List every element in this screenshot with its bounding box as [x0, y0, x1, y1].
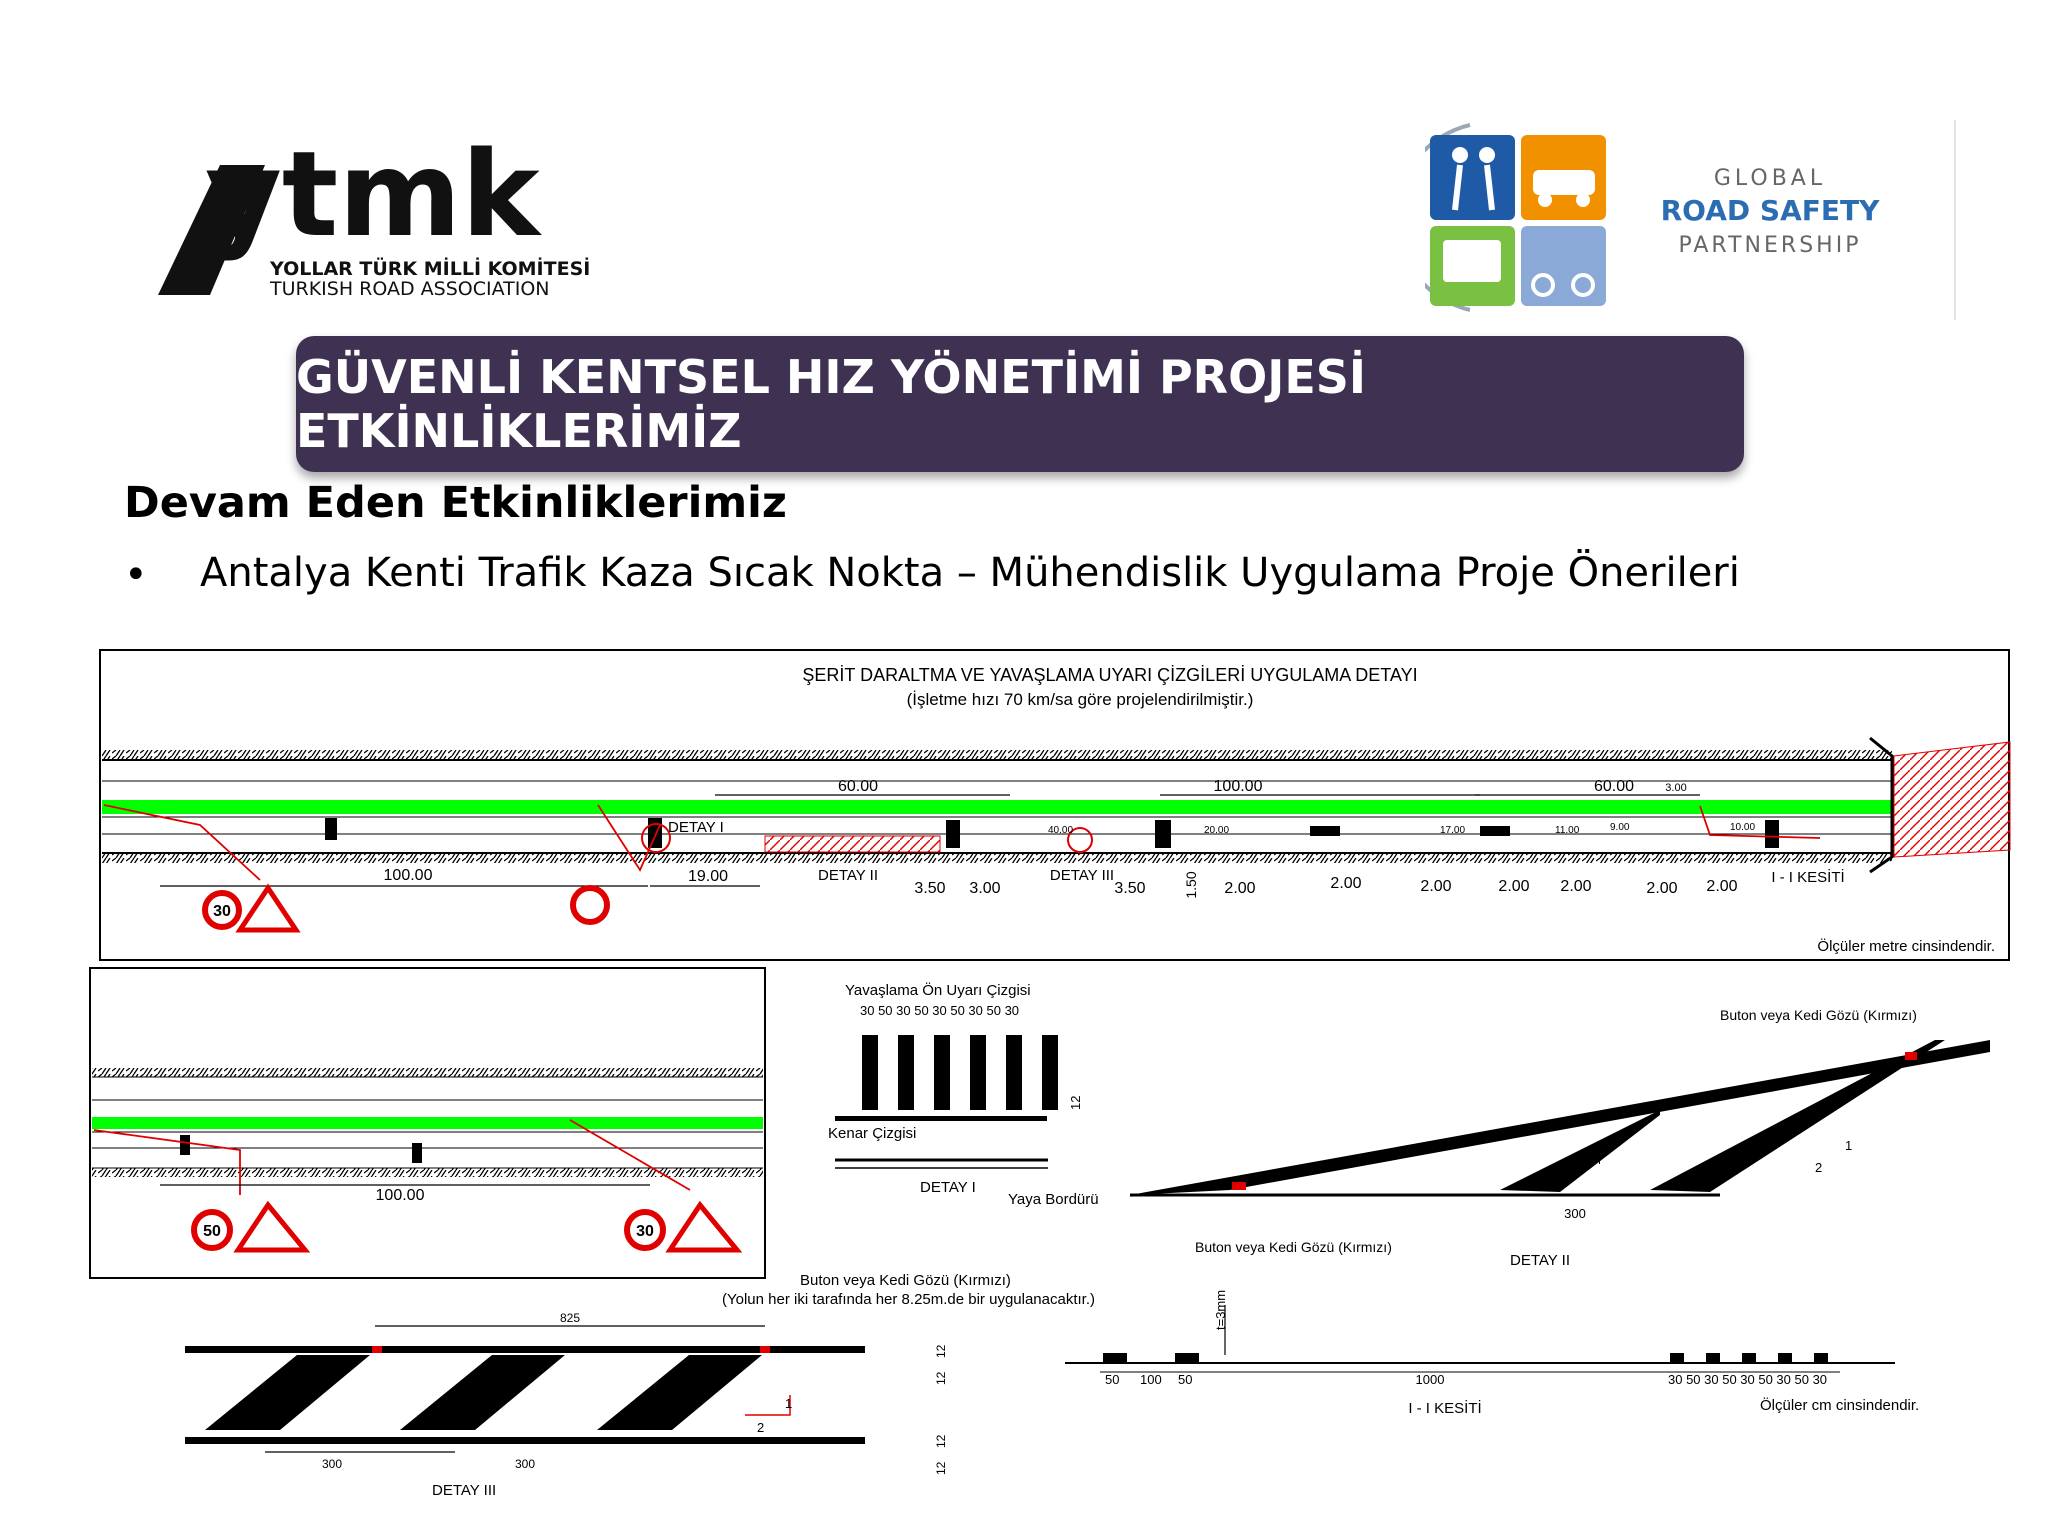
detail3-top-label: Buton veya Kedi Gözü (Kırmızı): [800, 1272, 1011, 1289]
svg-text:12: 12: [934, 1461, 948, 1475]
dim-top-3: 60.00: [1593, 778, 1635, 795]
bullet-text: Antalya Kenti Trafik Kaza Sıcak Nokta – Mühendislik Uygulama Proje Önerileri: [200, 550, 1740, 596]
inner-dim-2: 20.00: [1204, 825, 1230, 836]
narrowing-warning-sign: [240, 888, 296, 930]
detail-3: [185, 1272, 1095, 1499]
small-dim-1: 3.50: [914, 880, 946, 897]
green-lane-marking: [102, 800, 1892, 814]
section-detail: [1065, 1290, 1919, 1417]
detail-label-1: DETAY I: [668, 819, 724, 836]
detail1-dims: 30 50 30 50 30 50 30 50 30: [860, 1003, 1020, 1018]
small-dim-10: 2.00: [1646, 880, 1678, 897]
small-dim-7: 2.00: [1420, 878, 1452, 895]
svg-text:100: 100: [1140, 1372, 1162, 1387]
ytmk-mark: ytmk: [205, 135, 540, 263]
detail-1: [828, 981, 1099, 1208]
speed-sign-30: [205, 893, 239, 927]
dim-top-1: 60.00: [837, 778, 879, 795]
page-title: GÜVENLİ KENTSEL HIZ YÖNETİMİ PROJESİ ETKİNLİKLERİMİZ: [296, 350, 1366, 458]
svg-text:100: 100: [1588, 1143, 1603, 1165]
svg-text:12: 12: [934, 1434, 948, 1448]
detail-label-3: DETAY III: [1049, 867, 1115, 884]
curb-label: Yaya Bordürü: [1008, 1191, 1099, 1208]
edge-line-label: Kenar Çizgisi: [828, 1125, 917, 1142]
svg-text:2: 2: [757, 1420, 765, 1435]
inner-dim-4: 11.00: [1555, 825, 1580, 836]
left-inset-panel: [90, 968, 765, 1278]
inset-speed-sign-30: [627, 1212, 663, 1248]
dim-top-2: 100.00: [1213, 778, 1263, 795]
section-units-note: Ölçüler cm cinsindendir.: [1760, 1397, 1920, 1414]
grsp-line3: PARTNERSHIP: [1678, 233, 1862, 258]
small-dim-3: 3.50: [1114, 880, 1146, 897]
detail-label-4: I - I KESİTİ: [1771, 869, 1845, 886]
detail2-top-label: Buton veya Kedi Gözü (Kırmızı): [1720, 1007, 1917, 1023]
svg-text:12: 12: [1068, 1095, 1083, 1110]
grsp-line2: ROAD SAFETY: [1660, 194, 1880, 227]
closed-lane-hatch: [1894, 742, 2010, 857]
small-dim-4: 1.50: [1183, 871, 1199, 899]
svg-text:1000: 1000: [1415, 1372, 1445, 1387]
inset-speed-sign-50: [194, 1212, 230, 1248]
svg-text:t=3mm: t=3mm: [1213, 1289, 1228, 1330]
svg-text:50: 50: [1178, 1372, 1193, 1387]
main-units-note: Ölçüler metre cinsindendir.: [1817, 938, 1995, 955]
inner-dim-5: 9.00: [1610, 822, 1630, 833]
ytmk-line2: TURKISH ROAD ASSOCIATION: [270, 278, 550, 300]
detail3-label: DETAY III: [432, 1482, 497, 1499]
svg-text:50: 50: [1105, 1372, 1120, 1387]
svg-text:30 50 30 50 30 50 30 50 30: 30 50 30 50 30 50 30 50 30: [1668, 1372, 1828, 1387]
top-curb: [102, 750, 1892, 760]
bottom-curb: [102, 853, 1892, 863]
svg-text:300: 300: [1564, 1206, 1586, 1221]
main-plan-panel: [100, 650, 2010, 960]
small-dim-9: 2.00: [1560, 878, 1592, 895]
detail-label-2: DETAY II: [817, 867, 879, 884]
svg-text:825: 825: [559, 1311, 581, 1325]
detail2-bottom-label: Buton veya Kedi Gözü (Kırmızı): [1195, 1239, 1392, 1255]
section-label: I - I KESİTİ: [1408, 1400, 1482, 1417]
detail-2: [1130, 1007, 1990, 1269]
ytmk-line1: YOLLAR TÜRK MİLLİ KOMİTESİ: [270, 258, 591, 280]
svg-text:30: 30: [636, 1223, 654, 1240]
svg-text:300: 300: [321, 1457, 343, 1471]
svg-text:2: 2: [1815, 1160, 1823, 1175]
detail1-title: Yavaşlama Ön Uyarı Çizgisi: [845, 982, 1031, 999]
small-dim-5: 2.00: [1224, 880, 1256, 897]
svg-text:30: 30: [213, 903, 231, 920]
dim-top-4: 3.00: [1665, 782, 1687, 794]
svg-text:12: 12: [934, 1344, 948, 1358]
main-drawing-title: ŞERİT DARALTMA VE YAVAŞLAMA UYARI ÇİZGİLERİ UYGULAMA DETAYI: [802, 665, 1418, 685]
bullet-marker: •: [124, 552, 148, 598]
dim-bottom-1: 100.00: [383, 867, 433, 884]
inset-warning-sign-2: [670, 1205, 737, 1250]
detail1-label: DETAY I: [920, 1179, 976, 1196]
inner-dim-6: 10.00: [1730, 822, 1756, 833]
detail3-note: (Yolun her iki tarafında her 8.25m.de bir uygulanacaktır.): [722, 1291, 1095, 1308]
svg-text:50: 50: [203, 1223, 221, 1240]
section-heading: Devam Eden Etkinliklerimiz: [124, 478, 787, 528]
inner-dim-3: 17.00: [1440, 825, 1466, 836]
inset-warning-sign-1: [238, 1205, 305, 1250]
dim-bottom-2: 19.00: [687, 868, 729, 885]
small-dim-8: 2.00: [1498, 878, 1530, 895]
svg-text:1: 1: [785, 1396, 793, 1411]
detail2-label: DETAY II: [1510, 1252, 1571, 1269]
small-dim-2: 3.00: [969, 880, 1001, 897]
inset-dim: 100.00: [375, 1187, 425, 1204]
svg-text:12: 12: [934, 1371, 948, 1385]
grsp-line1: GLOBAL: [1713, 166, 1827, 191]
inner-dim-1: 40.00: [1048, 825, 1074, 836]
small-dim-11: 2.00: [1706, 878, 1738, 895]
svg-text:300: 300: [514, 1457, 536, 1471]
svg-text:1: 1: [1845, 1138, 1853, 1153]
speed-sign-30b: [573, 888, 607, 922]
small-dim-6: 2.00: [1330, 875, 1362, 892]
main-drawing-subtitle: (İşletme hızı 70 km/sa göre projelendirilmiştir.): [906, 690, 1254, 709]
